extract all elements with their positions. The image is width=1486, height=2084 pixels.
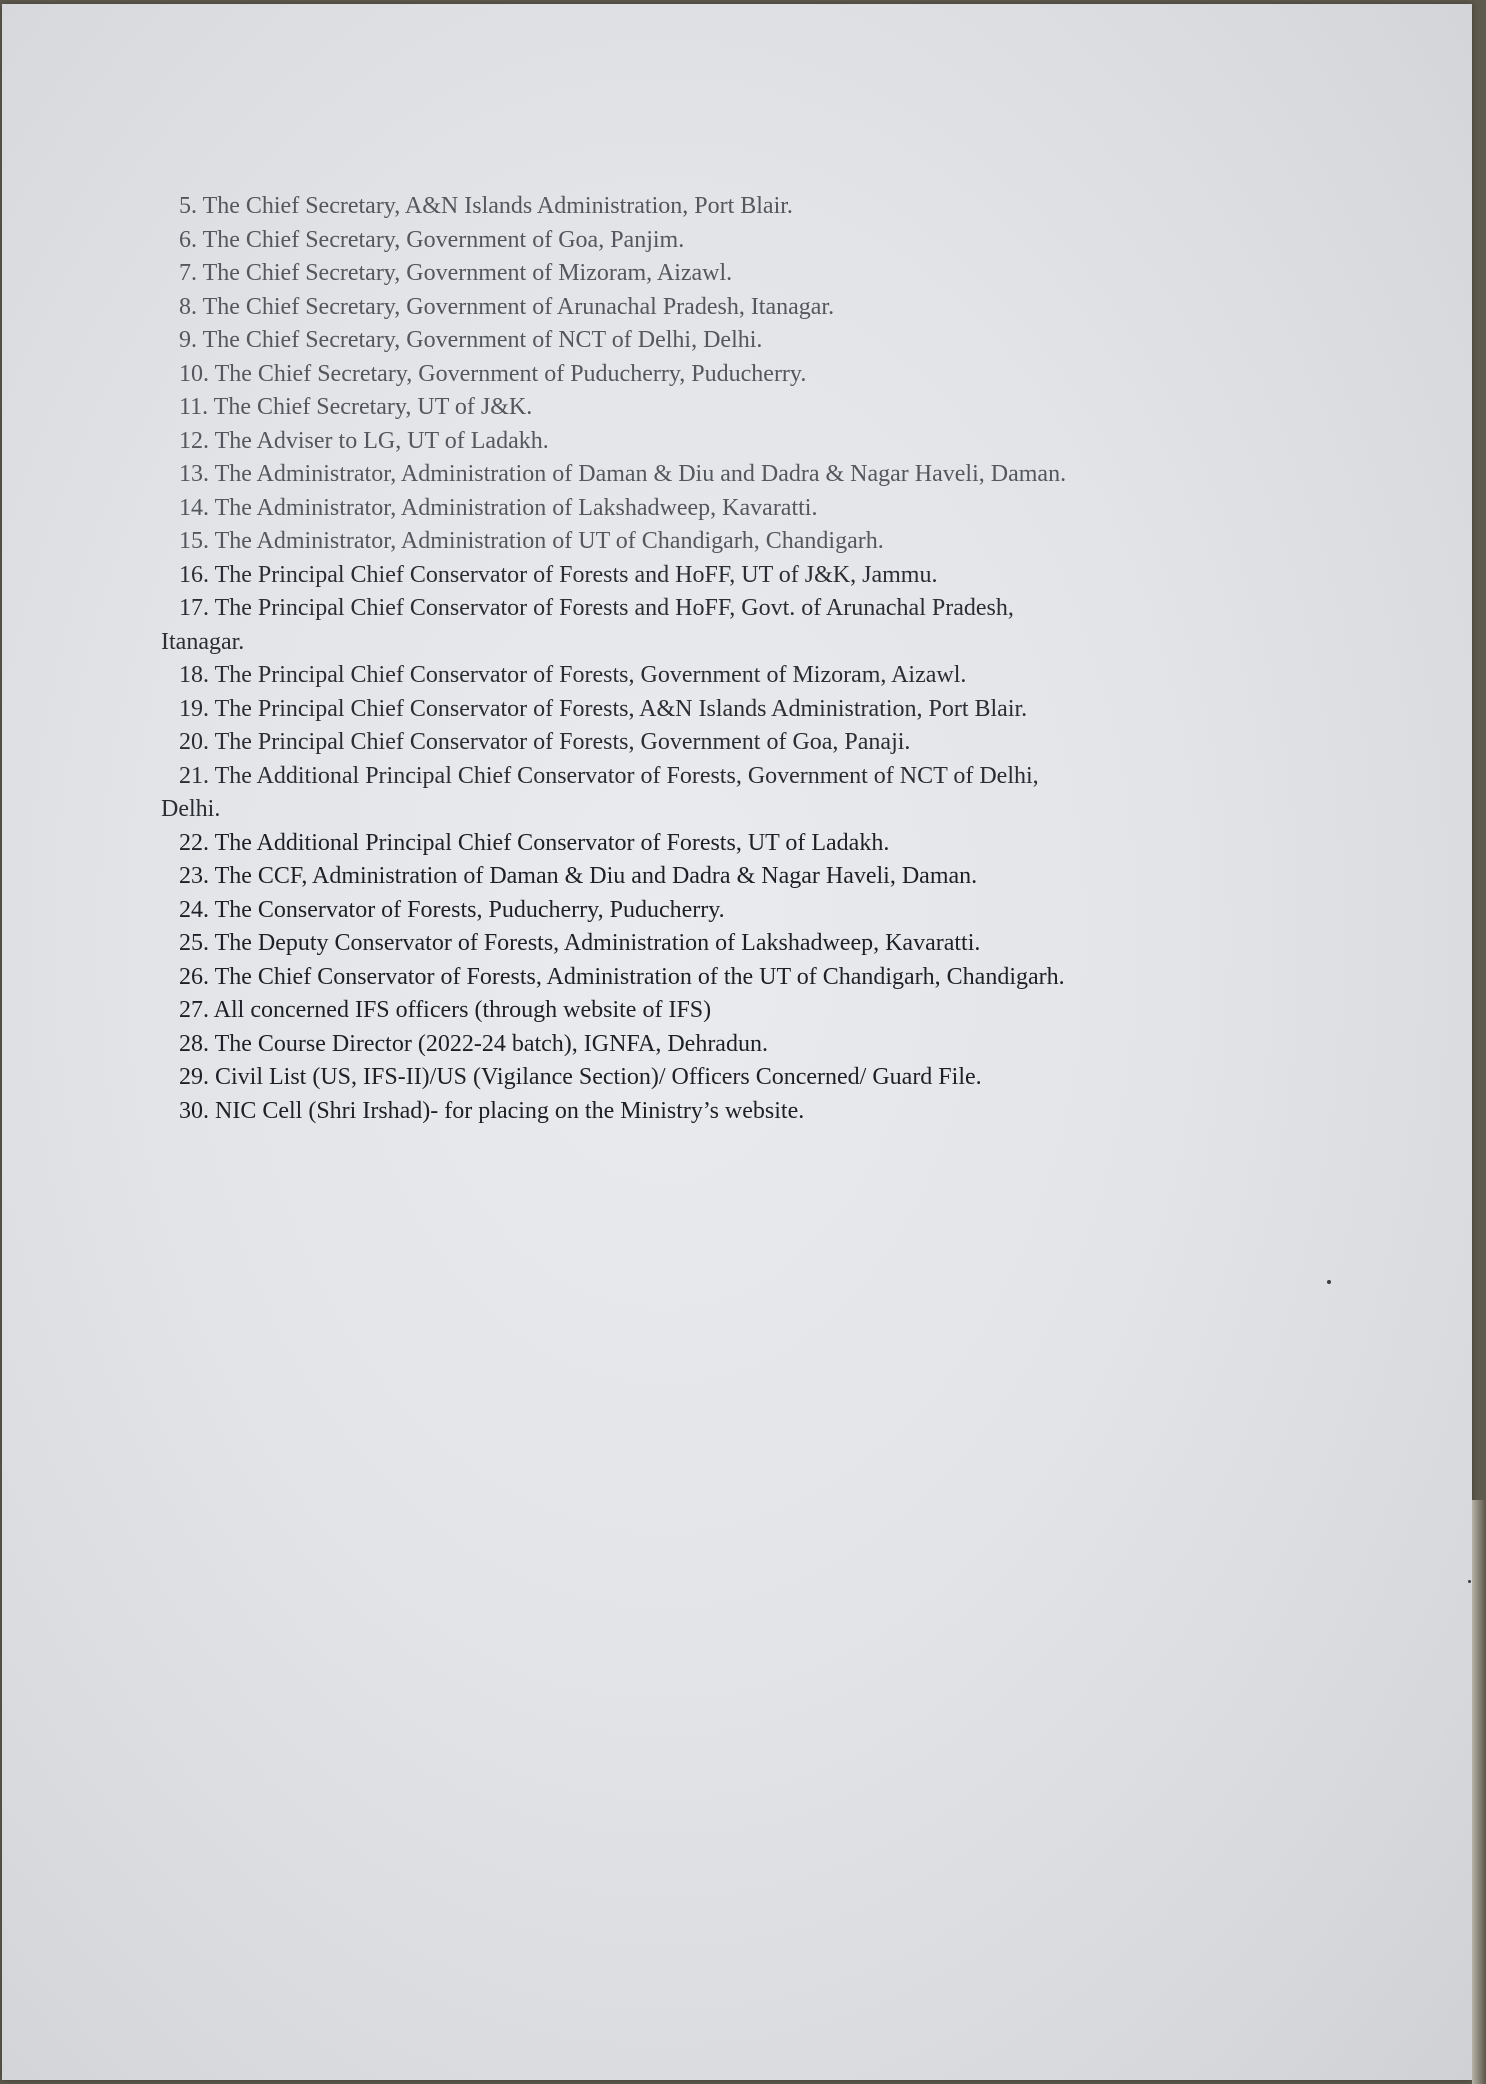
list-item: 30. NIC Cell (Shri Irshad)- for placing on the Ministry’s website. — [179, 1097, 805, 1124]
list-item-continuation: Delhi. — [161, 796, 221, 822]
list-item: 23. The CCF, Administration of Daman & Diu and Dadra & Nagar Haveli, Daman. — [179, 863, 978, 889]
list-item: 20. The Principal Chief Conservator of Forests, Government of Goa, Panaji. — [179, 729, 911, 755]
list-item: 19. The Principal Chief Conservator of Forests, A&N Islands Administration, Port Blair. — [179, 695, 1028, 722]
list-item: 6. The Chief Secretary, Government of Goa, Panjim. — [179, 226, 685, 253]
list-item: 15. The Administrator, Administration of UT of Chandigarh, Chandigarh. — [179, 528, 884, 554]
distribution-list — [161, 190, 1329, 1128]
list-item-continuation: Itanagar. — [161, 628, 245, 655]
list-item: 14. The Administrator, Administration of Lakshadweep, Kavaratti. — [179, 494, 818, 521]
list-item: 18. The Principal Chief Conservator of Forests, Government of Mizoram, Aizawl. — [179, 662, 967, 688]
background-edge — [1472, 1500, 1486, 2084]
list-item: 27. All concerned IFS officers (through website of IFS) — [179, 997, 712, 1023]
list-item: 11. The Chief Secretary, UT of J&K. — [179, 394, 533, 420]
list-item: 29. Civil List (US, IFS-II)/US (Vigilance Section)/ Officers Concerned/ Guard File. — [179, 1064, 982, 1090]
list-item: 16. The Principal Chief Conservator of Forests and HoFF, UT of J&K, Jammu. — [179, 561, 938, 588]
list-item: 7. The Chief Secretary, Government of Mizoram, Aizawl. — [179, 260, 733, 286]
list-item: 9. The Chief Secretary, Government of NCT of Delhi, Delhi. — [179, 327, 763, 353]
list-item: 12. The Adviser to LG, UT of Ladakh. — [179, 427, 549, 454]
list-item: 24. The Conservator of Forests, Puducherry, Puducherry. — [179, 896, 725, 923]
list-item: 10. The Chief Secretary, Government of Puducherry, Puducherry. — [179, 360, 807, 387]
list-item: 26. The Chief Conservator of Forests, Administration of the UT of Chandigarh, Chandigarh. — [179, 963, 1065, 990]
list-item: 5. The Chief Secretary, A&N Islands Administration, Port Blair. — [179, 193, 793, 219]
list-item: 28. The Course Director (2022-24 batch), IGNFA, Dehradun. — [179, 1030, 768, 1057]
list-item: 22. The Additional Principal Chief Conservator of Forests, UT of Ladakh. — [179, 829, 890, 856]
list-item: 8. The Chief Secretary, Government of Arunachal Pradesh, Itanagar. — [179, 293, 835, 320]
list-item: 13. The Administrator, Administration of Daman & Diu and Dadra & Nagar Haveli, Daman. — [179, 461, 1067, 487]
list-item: 25. The Deputy Conservator of Forests, Administration of Lakshadweep, Kavaratti. — [179, 930, 981, 956]
paper-speck — [1327, 1280, 1331, 1284]
paper-speck — [1468, 1580, 1471, 1583]
list-item: 17. The Principal Chief Conservator of Forests and HoFF, Govt. of Arunachal Pradesh, — [179, 595, 1014, 621]
paper-sheet — [2, 4, 1472, 2080]
list-item: 21. The Additional Principal Chief Conservator of Forests, Government of NCT of Delhi, — [179, 762, 1039, 789]
